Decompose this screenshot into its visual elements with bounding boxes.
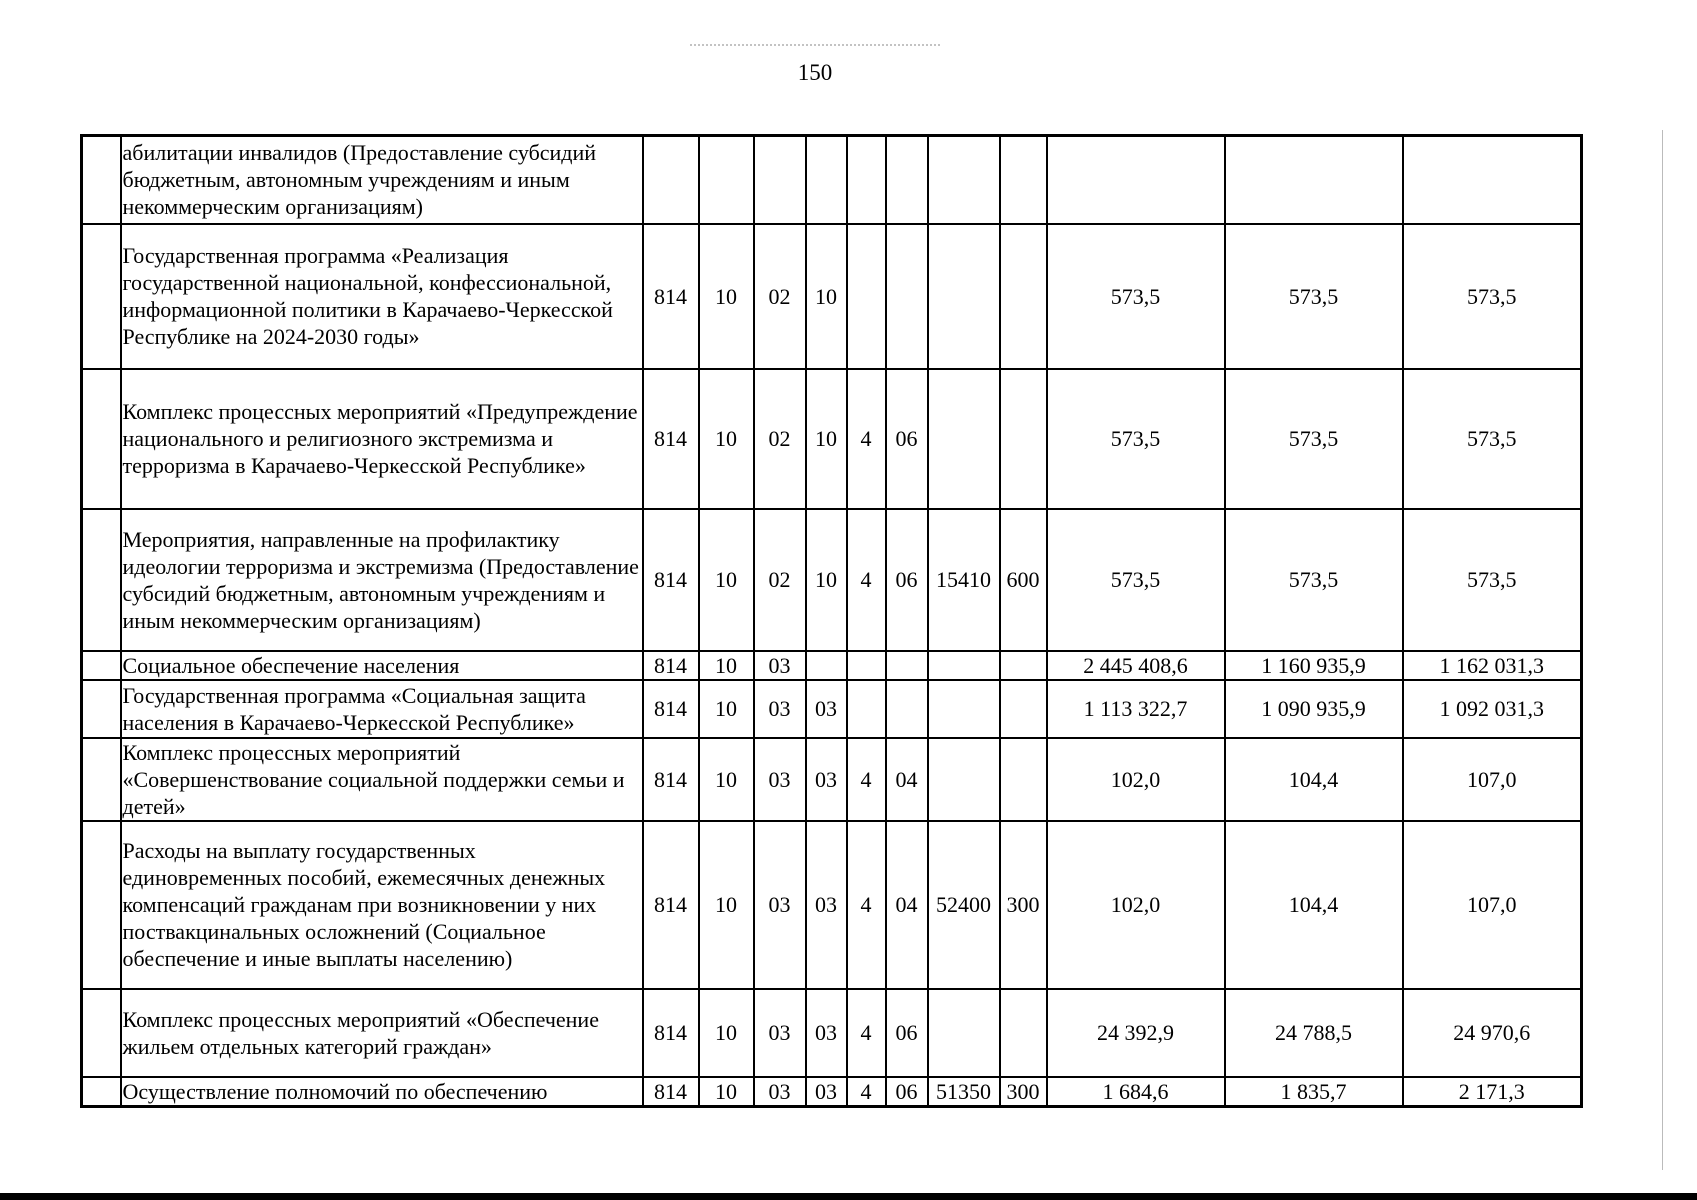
- expense-type-cell: [1000, 224, 1047, 369]
- amount-year-2-cell: 1 160 935,9: [1225, 651, 1403, 680]
- program-code-cell: 03: [806, 1077, 847, 1107]
- ministry-code-cell: 814: [643, 651, 699, 680]
- expense-type-cell: [1000, 651, 1047, 680]
- program-code-cell: 03: [806, 680, 847, 738]
- program-type-cell: [847, 136, 886, 224]
- page-number: 150: [797, 60, 833, 85]
- table-row: [82, 1077, 1582, 1107]
- subsection-code-cell: 02: [754, 509, 806, 651]
- ministry-code-cell: 814: [643, 1077, 699, 1107]
- amount-year-1-cell: 2 445 408,6: [1047, 651, 1225, 680]
- table-row: [82, 989, 1582, 1077]
- table-row: [82, 369, 1582, 509]
- row-description: Осуществление полномочий по обеспечению: [121, 1077, 643, 1107]
- program-code-cell: 10: [806, 509, 847, 651]
- program-code-cell: [806, 136, 847, 224]
- ministry-code-cell: 814: [643, 680, 699, 738]
- row-description: Комплекс процессных мероприятий «Обеспечение жильем отдельных категорий граждан»: [121, 989, 643, 1077]
- direction-code-cell: 52400: [928, 821, 1000, 989]
- structural-element-cell: [886, 136, 928, 224]
- amount-year-1-cell: [1047, 136, 1225, 224]
- structural-element-cell: 06: [886, 1077, 928, 1107]
- section-code-cell: 10: [699, 369, 754, 509]
- amount-year-1-cell: 1 684,6: [1047, 1077, 1225, 1107]
- direction-code-cell: [928, 136, 1000, 224]
- amount-year-2-cell: [1225, 136, 1403, 224]
- amount-year-2-cell: 573,5: [1225, 369, 1403, 509]
- amount-year-1-cell: 1 113 322,7: [1047, 680, 1225, 738]
- scan-margin-line: [1662, 130, 1663, 1170]
- amount-year-2-cell: 573,5: [1225, 224, 1403, 369]
- row-number-cell: [82, 738, 121, 821]
- table-row: [82, 680, 1582, 738]
- amount-year-2-cell: 104,4: [1225, 738, 1403, 821]
- subsection-code-cell: 03: [754, 1077, 806, 1107]
- amount-year-2-cell: 104,4: [1225, 821, 1403, 989]
- direction-code-cell: [928, 224, 1000, 369]
- direction-code-cell: [928, 989, 1000, 1077]
- program-type-cell: 4: [847, 989, 886, 1077]
- structural-element-cell: 06: [886, 989, 928, 1077]
- program-code-cell: 10: [806, 369, 847, 509]
- expense-type-cell: 300: [1000, 821, 1047, 989]
- structural-element-cell: [886, 680, 928, 738]
- structural-element-cell: [886, 651, 928, 680]
- subsection-code-cell: 03: [754, 989, 806, 1077]
- amount-year-3-cell: 107,0: [1403, 738, 1582, 821]
- section-code-cell: 10: [699, 738, 754, 821]
- structural-element-cell: 04: [886, 738, 928, 821]
- row-number-cell: [82, 680, 121, 738]
- amount-year-1-cell: 102,0: [1047, 821, 1225, 989]
- direction-code-cell: 15410: [928, 509, 1000, 651]
- direction-code-cell: [928, 651, 1000, 680]
- program-type-cell: [847, 224, 886, 369]
- direction-code-cell: [928, 680, 1000, 738]
- expense-type-cell: 300: [1000, 1077, 1047, 1107]
- program-type-cell: 4: [847, 1077, 886, 1107]
- table-row: [82, 738, 1582, 821]
- amount-year-1-cell: 102,0: [1047, 738, 1225, 821]
- amount-year-1-cell: 24 392,9: [1047, 989, 1225, 1077]
- direction-code-cell: [928, 369, 1000, 509]
- amount-year-1-cell: 573,5: [1047, 509, 1225, 651]
- subsection-code-cell: 02: [754, 369, 806, 509]
- program-type-cell: 4: [847, 738, 886, 821]
- section-code-cell: [699, 136, 754, 224]
- section-code-cell: 10: [699, 509, 754, 651]
- amount-year-3-cell: 573,5: [1403, 509, 1582, 651]
- row-number-cell: [82, 224, 121, 369]
- program-code-cell: 03: [806, 821, 847, 989]
- amount-year-3-cell: 24 970,6: [1403, 989, 1582, 1077]
- ministry-code-cell: 814: [643, 989, 699, 1077]
- expense-type-cell: [1000, 369, 1047, 509]
- amount-year-1-cell: 573,5: [1047, 224, 1225, 369]
- ministry-code-cell: 814: [643, 224, 699, 369]
- ministry-code-cell: 814: [643, 509, 699, 651]
- ministry-code-cell: 814: [643, 821, 699, 989]
- row-description: Государственная программа «Реализация государственной национальной, конфессиональной, информационной политики в Карачаево-Черкесской Республике на 2024-2030 годы»: [121, 224, 643, 369]
- section-code-cell: 10: [699, 224, 754, 369]
- row-number-cell: [82, 1077, 121, 1107]
- row-description: Комплекс процессных мероприятий «Совершенствование социальной поддержки семьи и детей»: [121, 738, 643, 821]
- section-code-cell: 10: [699, 680, 754, 738]
- amount-year-2-cell: 573,5: [1225, 509, 1403, 651]
- row-description: Комплекс процессных мероприятий «Предупреждение национального и религиозного экстремизма и терроризма в Карачаево-Черкесской Республике»: [121, 369, 643, 509]
- program-code-cell: 03: [806, 989, 847, 1077]
- row-number-cell: [82, 821, 121, 989]
- program-code-cell: [806, 651, 847, 680]
- table-row: [82, 136, 1582, 224]
- section-code-cell: 10: [699, 821, 754, 989]
- expense-type-cell: [1000, 680, 1047, 738]
- table-row: [82, 509, 1582, 651]
- structural-element-cell: [886, 224, 928, 369]
- expense-type-cell: [1000, 738, 1047, 821]
- row-description: Мероприятия, направленные на профилактику идеологии терроризма и экстремизма (Предоставление субсидий бюджетным, автономным учреждениям и иным некоммерческим организациям): [121, 509, 643, 651]
- amount-year-3-cell: 573,5: [1403, 369, 1582, 509]
- amount-year-3-cell: 1 092 031,3: [1403, 680, 1582, 738]
- subsection-code-cell: 02: [754, 224, 806, 369]
- program-type-cell: [847, 680, 886, 738]
- direction-code-cell: 51350: [928, 1077, 1000, 1107]
- section-code-cell: 10: [699, 651, 754, 680]
- amount-year-3-cell: 107,0: [1403, 821, 1582, 989]
- table-row: [82, 224, 1582, 369]
- row-number-cell: [82, 509, 121, 651]
- amount-year-3-cell: 2 171,3: [1403, 1077, 1582, 1107]
- row-number-cell: [82, 989, 121, 1077]
- scan-artifact: [690, 44, 940, 52]
- table-body: [82, 136, 1582, 1107]
- row-description: Социальное обеспечение населения: [121, 651, 643, 680]
- amount-year-1-cell: 573,5: [1047, 369, 1225, 509]
- expense-type-cell: [1000, 989, 1047, 1077]
- amount-year-3-cell: 573,5: [1403, 224, 1582, 369]
- row-number-cell: [82, 369, 121, 509]
- ministry-code-cell: [643, 136, 699, 224]
- subsection-code-cell: 03: [754, 651, 806, 680]
- ministry-code-cell: 814: [643, 369, 699, 509]
- ministry-code-cell: 814: [643, 738, 699, 821]
- row-number-cell: [82, 651, 121, 680]
- scan-bottom-edge: [0, 1193, 1697, 1200]
- amount-year-2-cell: 1 090 935,9: [1225, 680, 1403, 738]
- row-number-cell: [82, 136, 121, 224]
- structural-element-cell: 06: [886, 509, 928, 651]
- subsection-code-cell: 03: [754, 738, 806, 821]
- subsection-code-cell: [754, 136, 806, 224]
- row-description: абилитации инвалидов (Предоставление субсидий бюджетным, автономным учреждениям и иным некоммерческим организациям): [121, 136, 643, 224]
- subsection-code-cell: 03: [754, 680, 806, 738]
- budget-table: [80, 134, 1583, 1108]
- amount-year-3-cell: 1 162 031,3: [1403, 651, 1582, 680]
- amount-year-2-cell: 24 788,5: [1225, 989, 1403, 1077]
- structural-element-cell: 06: [886, 369, 928, 509]
- program-code-cell: 10: [806, 224, 847, 369]
- subsection-code-cell: 03: [754, 821, 806, 989]
- row-description: Расходы на выплату государственных единовременных пособий, ежемесячных денежных компенсаций гражданам при возникновении у них поствакцинальных осложнений (Социальное обеспечение и иные выплаты населению): [121, 821, 643, 989]
- program-type-cell: [847, 651, 886, 680]
- table-row: [82, 651, 1582, 680]
- program-type-cell: 4: [847, 821, 886, 989]
- section-code-cell: 10: [699, 1077, 754, 1107]
- row-description: Государственная программа «Социальная защита населения в Карачаево-Черкесской Республике»: [121, 680, 643, 738]
- amount-year-3-cell: [1403, 136, 1582, 224]
- structural-element-cell: 04: [886, 821, 928, 989]
- section-code-cell: 10: [699, 989, 754, 1077]
- program-code-cell: 03: [806, 738, 847, 821]
- table-row: [82, 821, 1582, 989]
- expense-type-cell: 600: [1000, 509, 1047, 651]
- amount-year-2-cell: 1 835,7: [1225, 1077, 1403, 1107]
- expense-type-cell: [1000, 136, 1047, 224]
- program-type-cell: 4: [847, 509, 886, 651]
- direction-code-cell: [928, 738, 1000, 821]
- program-type-cell: 4: [847, 369, 886, 509]
